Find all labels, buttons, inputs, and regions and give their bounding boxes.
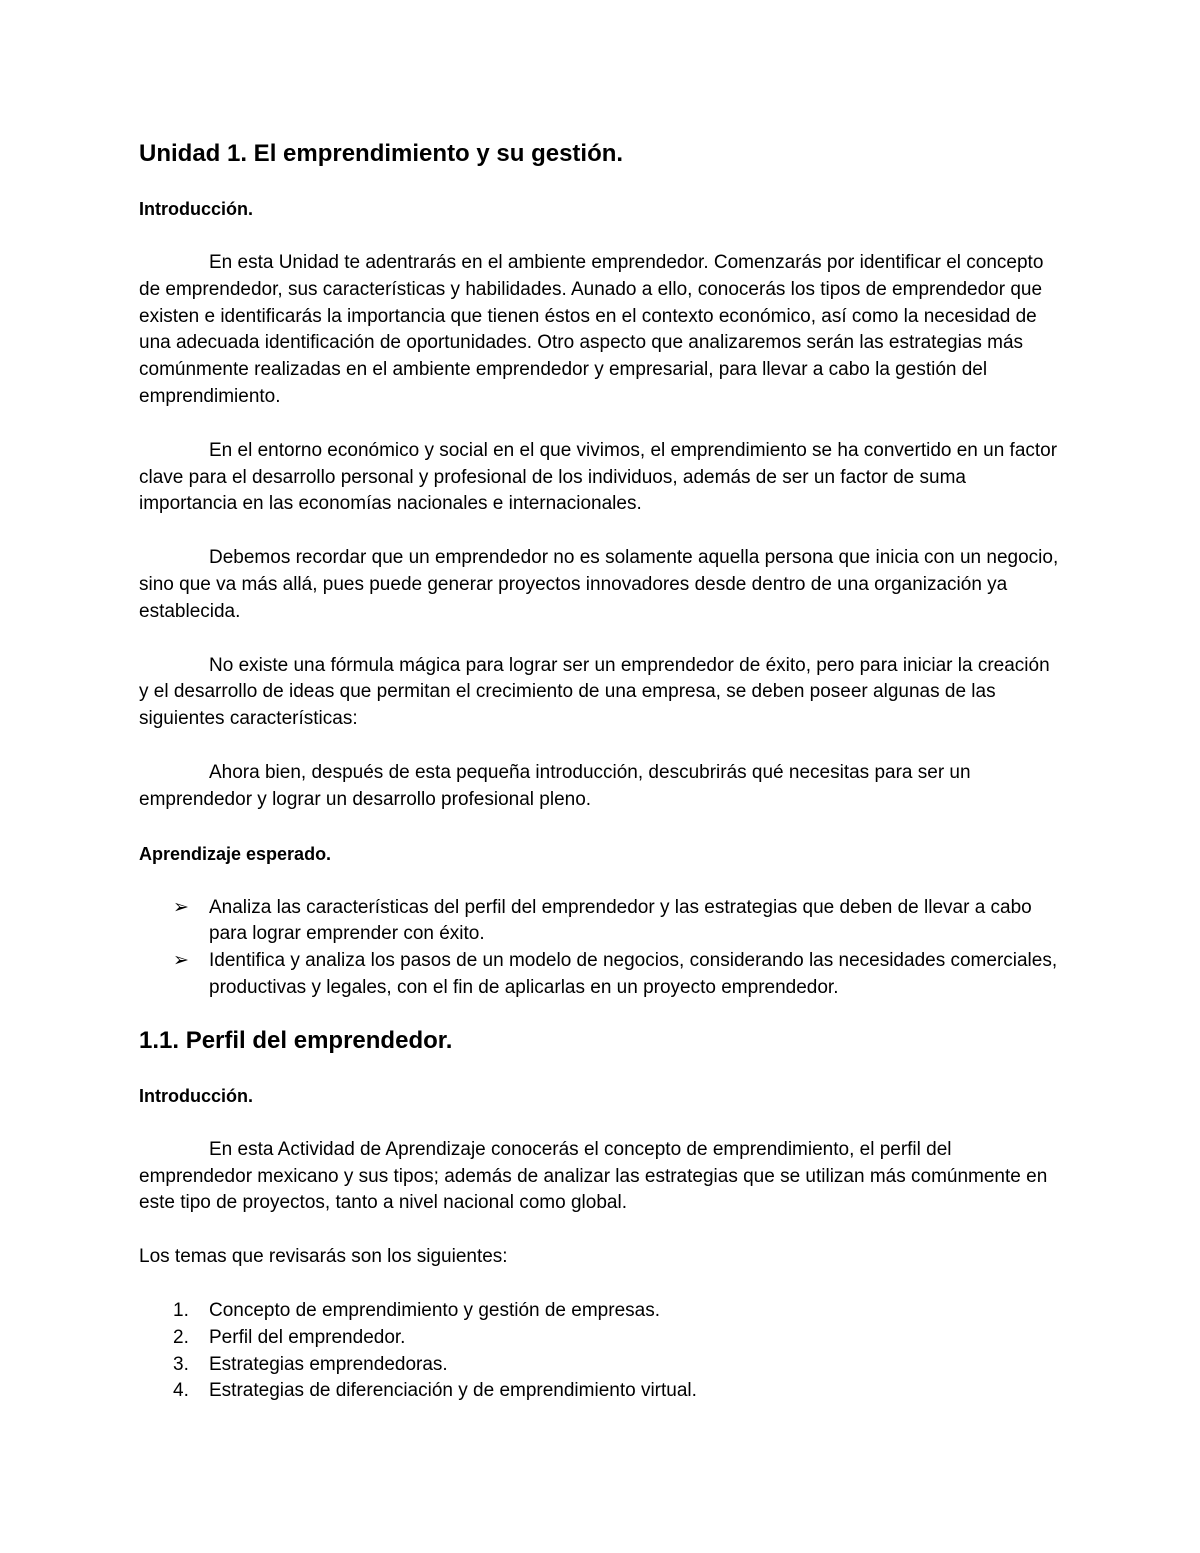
section-paragraph: En esta Actividad de Aprendizaje conocerás el concepto de emprendimiento, el perfil del emprendedor mexicano y sus tipos; además de analizar las estrategias que se utilizan más comúnmente en este tipo de proyectos, tanto a nivel nacional como global. [139, 1138, 1048, 1214]
topic-number: 1. [173, 1299, 189, 1321]
intro-paragraph-4: No existe una fórmula mágica para lograr ser un emprendedor de éxito, pero para iniciar la creación y el desarrollo de ideas que permitan el crecimiento de una empresa, se deben poseer algunas de las siguientes características: [139, 654, 1050, 730]
topic-number: 2. [173, 1326, 189, 1348]
arrow-bullet-icon: ➢ [173, 896, 189, 918]
topic-text: Perfil del emprendedor. [209, 1326, 406, 1348]
document-page [139, 139, 1064, 1405]
intro-paragraph-5: Ahora bien, después de esta pequeña introducción, descubrirás qué necesitas para ser un emprendedor y lograr un desarrollo profesional pleno. [139, 761, 971, 810]
section-title: 1.1. Perfil del emprendedor. [139, 1026, 453, 1054]
topic-number: 4. [173, 1380, 189, 1402]
list-item [139, 1325, 1064, 1352]
list-item [139, 1298, 1064, 1325]
topic-text: Estrategias de diferenciación y de emprendimiento virtual. [209, 1380, 697, 1402]
topics-list [139, 1298, 1064, 1405]
list-item [139, 948, 1064, 1002]
list-item [139, 1378, 1064, 1405]
intro-paragraph-2: En el entorno económico y social en el que vivimos, el emprendimiento se ha convertido en un factor clave para el desarrollo personal y profesional de los individuos, además de ser un factor de suma importancia en las economías nacionales e internacionales. [139, 439, 1058, 515]
learning-item-text: Analiza las características del perfil del emprendedor y las estrategias que deben de llevar a cabo para lograr emprender con éxito. [209, 896, 1032, 945]
intro-paragraph-3: Debemos recordar que un emprendedor no es solamente aquella persona que inicia con un negocio, sino que va más allá, pues puede generar proyectos innovadores desde dentro de una organización ya establecida. [139, 547, 1059, 622]
list-item [139, 895, 1064, 949]
intro-paragraph-1: En esta Unidad te adentrarás en el ambiente emprendedor. Comenzarás por identificar el concepto de emprendedor, sus características y habilidades. Aunado a ello, conocerás los tipos de emprendedor que existen e identificarás la importancia que tienen éstos en el contexto económico, así como la necesidad de una adecuada identificación de oportunidades. Otro aspecto que analizaremos serán las estrategias más comúnmente realizadas en el ambiente emprendedor y empresarial, para llevar a cabo la gestión del emprendimiento. [139, 252, 1044, 407]
unit-title: Unidad 1. El emprendimiento y su gestión. [139, 140, 624, 167]
learning-heading: Aprendizaje esperado. [139, 843, 332, 864]
topic-number: 3. [173, 1353, 189, 1375]
arrow-bullet-icon: ➢ [173, 950, 189, 972]
topic-text: Estrategias emprendedoras. [209, 1353, 448, 1375]
learning-list [139, 895, 1064, 1002]
intro-heading: Introducción. [139, 199, 253, 219]
topic-text: Concepto de emprendimiento y gestión de empresas. [209, 1299, 660, 1321]
learning-item-text: Identifica y analiza los pasos de un modelo de negocios, considerando las necesidades comerciales, productivas y legales, con el fin de aplicarlas en un proyecto emprendedor. [209, 950, 1058, 998]
topics-lead: Los temas que revisarás son los siguientes: [139, 1246, 508, 1268]
section-intro-heading: Introducción. [139, 1085, 253, 1106]
list-item [139, 1352, 1064, 1379]
